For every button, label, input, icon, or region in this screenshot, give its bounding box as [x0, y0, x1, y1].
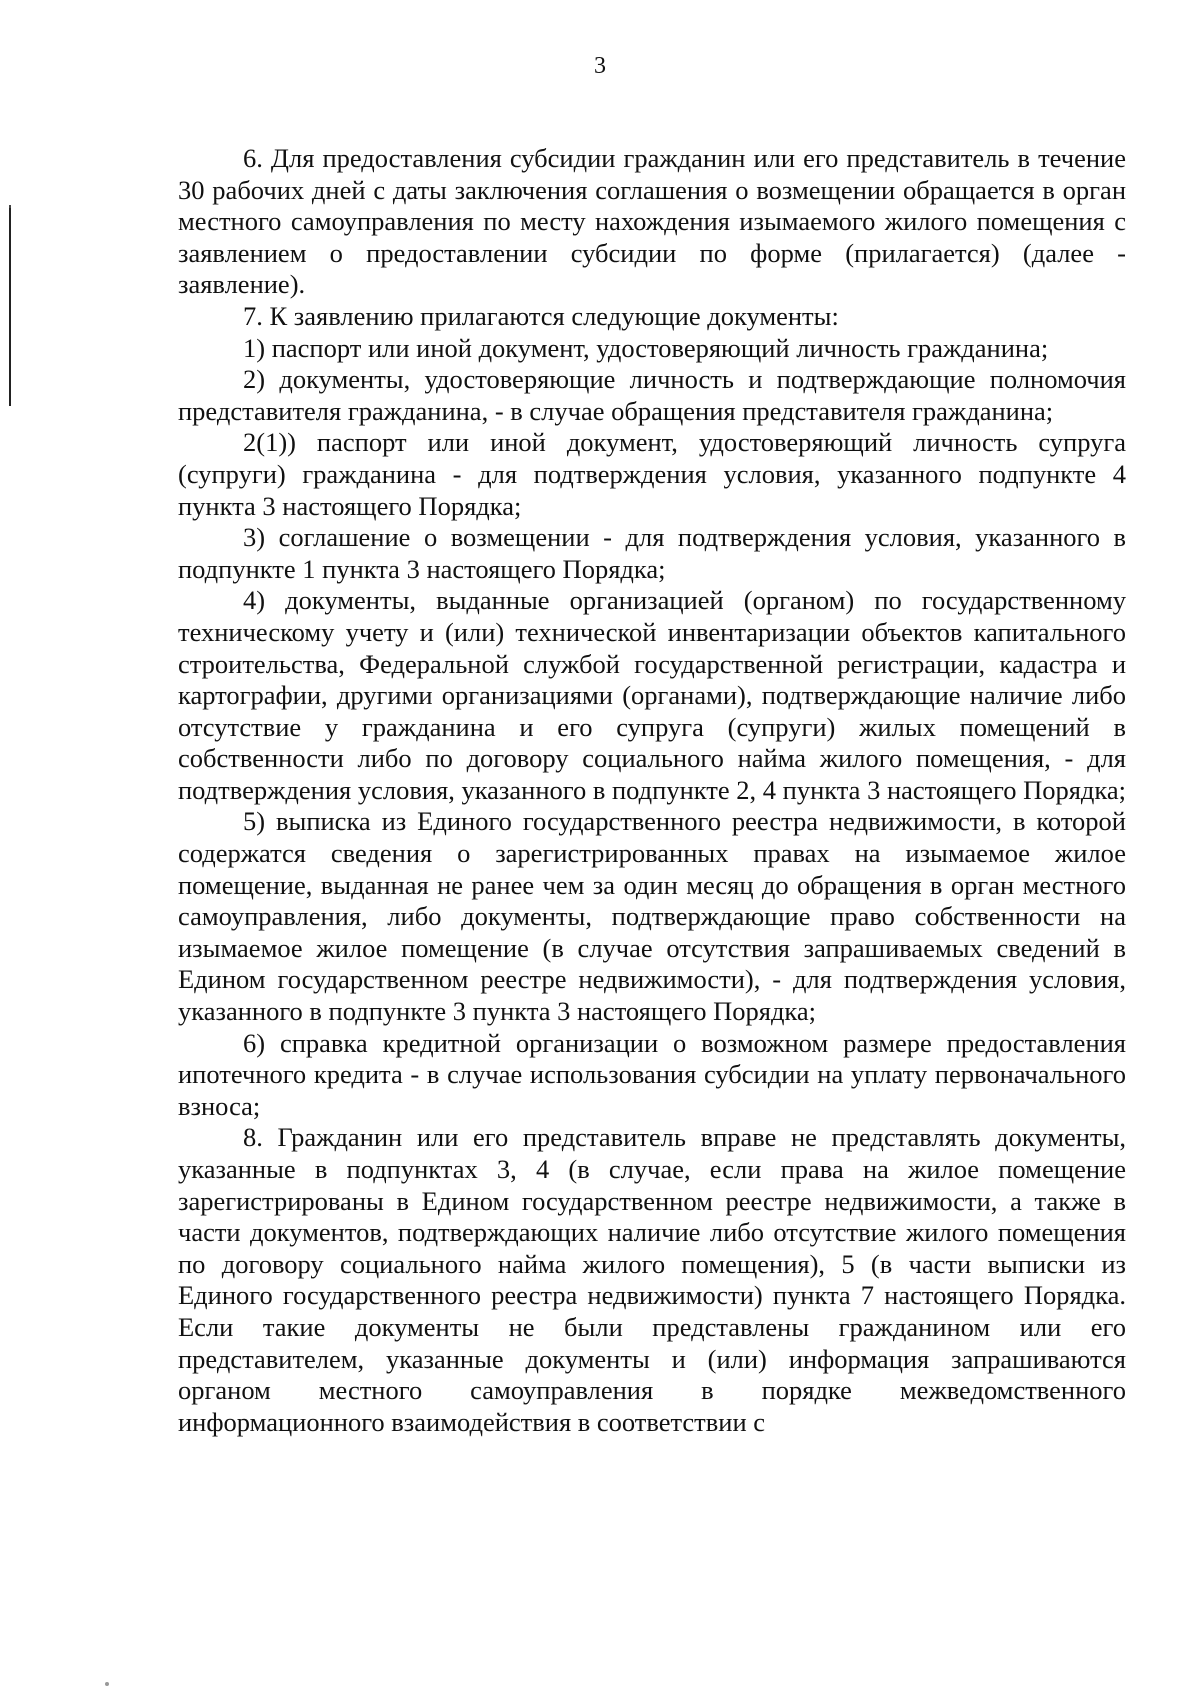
- subitem-1: 1) паспорт или иной документ, удостоверяющий личность гражданина;: [243, 332, 1049, 363]
- scan-speck: [105, 1682, 109, 1686]
- paragraph-item-6: 6. Для предоставления субсидии гражданин или его представитель в течение 30 рабочих дней с даты заключения соглашения о возмещении обращается в орган местного самоуправления по месту нахождения изымаемого жилого помещения с заявлением о предоставлении субсидии по форме (прилагается) (далее - заявление).: [178, 143, 1126, 300]
- page-number: 3: [594, 53, 606, 79]
- subitem-4: 4) документы, выданные организацией (органом) по государственному техническому учету и (или) технической инвентаризации объектов капитального строительства, Федеральной службой государственной регистрации, кадастра и картографии, другими организациями (органами), подтверждающие наличие либо отсутствие у гражданина и его супруга (супруги) жилых помещений в собственности либо по договору социального найма жилого помещения, - для подтверждения условия, указанного в подпункте 2, 4 пункта 3 настоящего Порядка;: [178, 585, 1126, 805]
- subitem-6: 6) справка кредитной организации о возможном размере предоставления ипотечного кредита - в случае использования субсидии на уплату первоначального взноса;: [178, 1027, 1126, 1121]
- subitem-2-1: 2(1)) паспорт или иной документ, удостоверяющий личность супруга (супруги) гражданина - для подтверждения условия, указанного подпункте 4 пункта 3 настоящего Порядка;: [178, 427, 1126, 521]
- document-body: [178, 143, 1126, 1438]
- subitem-3: 3) соглашение о возмещении - для подтверждения условия, указанного в подпункте 1 пункта 3 настоящего Порядка;: [178, 522, 1126, 584]
- subitem-5: 5) выписка из Единого государственного реестра недвижимости, в которой содержатся сведения о зарегистрированных правах на изымаемое жилое помещение, выданная не ранее чем за один месяц до обращения в орган местного самоуправления, либо документы, подтверждающие право собственности на изымаемое жилое помещение (в случае отсутствия запрашиваемых сведений в Едином государственном реестре недвижимости), - для подтверждения условия, указанного в подпункте 3 пункта 3 настоящего Порядка;: [178, 806, 1126, 1027]
- margin-revision-bar: [9, 208, 11, 406]
- subitem-2: 2) документы, удостоверяющие личность и подтверждающие полномочия представителя гражданина, - в случае обращения представителя гражданина;: [178, 364, 1126, 426]
- paragraph-item-7: 7. К заявлению прилагаются следующие документы:: [243, 300, 839, 331]
- paragraph-item-8: 8. Гражданин или его представитель вправе не представлять документы, указанные в подпунктах 3, 4 (в случае, если права на жилое помещение зарегистрированы в Едином государственном реестре недвижимости, а также в части документов, подтверждающих наличие либо отсутствие жилого помещения по договору социального найма жилого помещения), 5 (в части выписки из Единого государственного реестра недвижимости) пункта 7 настоящего Порядка. Если такие документы не были представлены гражданином или его представителем, указанные документы и (или) информация запрашиваются органом местного самоуправления в порядке межведомственного информационного взаимодействия в соответствии с: [178, 1122, 1126, 1437]
